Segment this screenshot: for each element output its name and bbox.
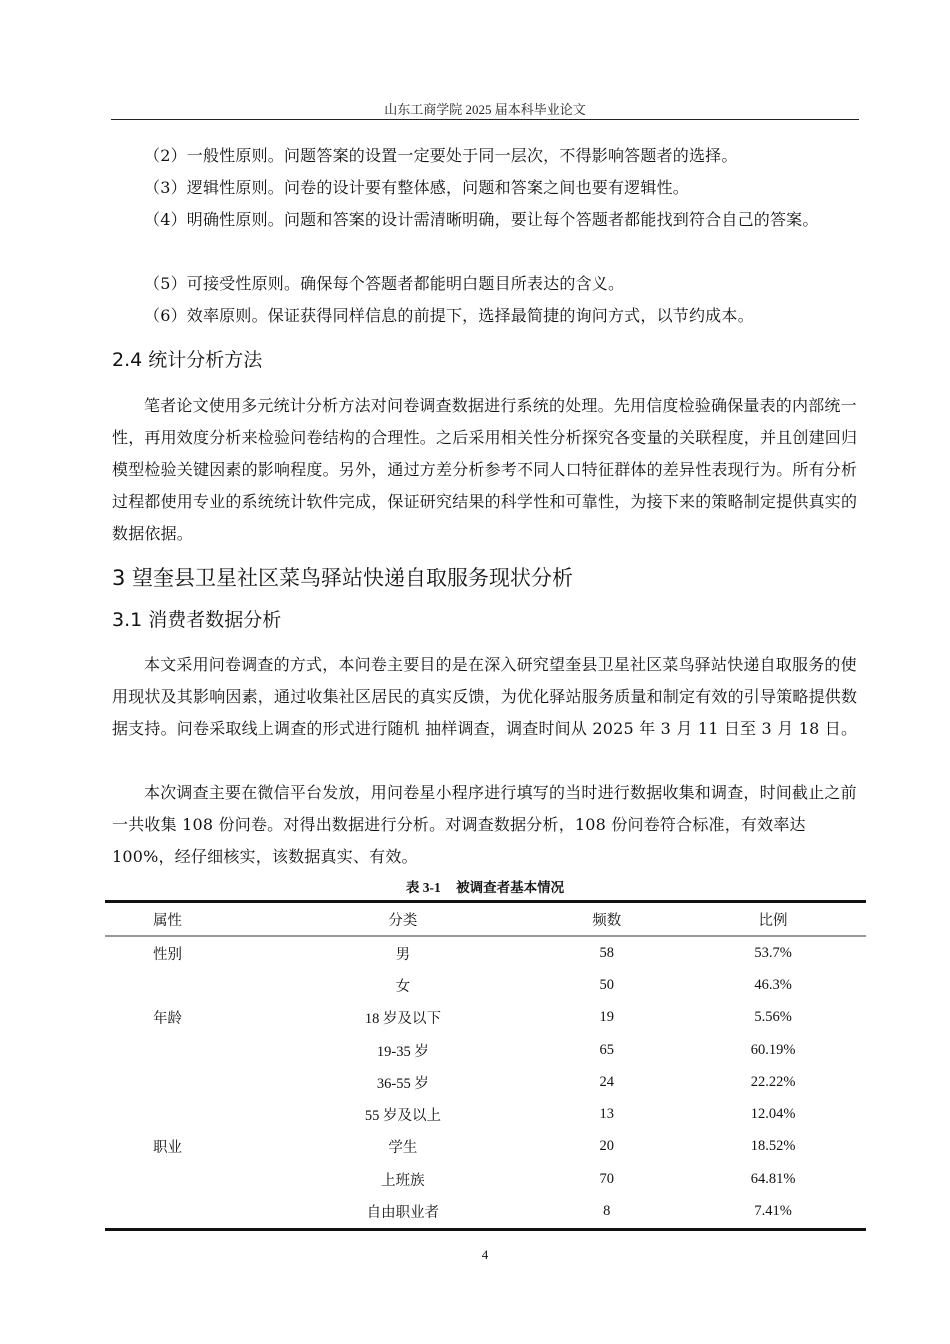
table-row: [105, 1034, 866, 1066]
cell-ratio: 18.52%: [750, 1138, 796, 1155]
cell-frequency: 20: [599, 1138, 614, 1155]
table-row: [105, 1066, 866, 1098]
cell-ratio: 5.56%: [754, 1009, 792, 1026]
cell-category: 女: [395, 978, 411, 995]
cell-ratio: 64.81%: [750, 1170, 796, 1187]
section-2-4-paragraph: 笔者论文使用多元统计分析方法对问卷调查数据进行系统的处理。先用信度检验确保量表的内部统一性，再用效度分析来检验问卷结构的合理性。之后采用相关性分析探究各变量的关联程度，并且创建回归模型检验关键因素的影响程度。另外，通过方差分析参考不同人口特征群体的差异性表现行为。所有分析过程都使用专业的系统统计软件完成，保证研究结果的科学性和可靠性，为接下来的策略制定提供真实的数据依据。: [112, 396, 858, 543]
section-3-1-paragraph-2: 本次调查主要在微信平台发放，用问卷星小程序进行填写的当时进行数据收集和调查，时间截止之前一共收集 108 份问卷。对得出数据进行分析。对调查数据分析，108 份问卷符合标准，有效率达 100%，经仔细核实，该数据真实、有效。: [112, 783, 857, 866]
header-rule: [111, 119, 859, 120]
table-caption-title: 被调查者基本情况: [456, 880, 565, 895]
cell-category: 男: [395, 946, 411, 963]
table-header-row: [105, 902, 866, 937]
table-row: [105, 1002, 866, 1034]
cell-attribute: [105, 1066, 272, 1098]
cell-ratio: 12.04%: [750, 1106, 796, 1123]
cell-attribute: [105, 1034, 272, 1066]
cell-frequency: 24: [599, 1073, 614, 1090]
header-frequency: 频数: [592, 912, 622, 929]
table-row: [105, 1163, 866, 1195]
page-header: 山东工商学院 2025 届本科毕业论文: [384, 102, 586, 117]
cell-frequency: 13: [599, 1106, 614, 1123]
header-ratio: 比例: [758, 912, 788, 929]
cell-attribute: [105, 969, 272, 1001]
header-category: 分类: [388, 912, 418, 929]
cell-frequency: 50: [599, 976, 614, 993]
cell-frequency: 65: [599, 1041, 614, 1058]
principle-4: （4）明确性原则。问题和答案的设计需清晰明确，要让每个答题者都能找到符合自己的答案。: [144, 210, 819, 229]
cell-category: 自由职业者: [366, 1205, 440, 1222]
principle-6: （6）效率原则。保证获得同样信息的前提下，选择最简捷的询问方式，以节约成本。: [144, 306, 754, 325]
header-attribute: 属性: [153, 912, 182, 929]
cell-category: 18 岁及以下: [364, 1011, 441, 1028]
cell-category: 19-35 岁: [376, 1043, 429, 1060]
table-caption-number: 表 3-1: [405, 880, 441, 895]
cell-attribute: [105, 1163, 272, 1195]
cell-frequency: 70: [599, 1170, 614, 1187]
cell-ratio: 53.7%: [754, 944, 792, 961]
section-heading-2-4: 2.4 统计分析方法: [112, 349, 263, 371]
section-heading-3-1: 3.1 消费者数据分析: [112, 609, 282, 631]
cell-frequency: 8: [603, 1203, 611, 1220]
cell-ratio: 60.19%: [750, 1041, 796, 1058]
cell-attribute: 年龄: [153, 1011, 182, 1028]
chapter-heading-3: 3 望奎县卫星社区菜鸟驿站快递自取服务现状分析: [112, 566, 574, 590]
table-row: [105, 969, 866, 1001]
page-number: 4: [481, 1247, 489, 1262]
cell-category: 上班族: [381, 1172, 425, 1189]
cell-attribute: 职业: [153, 1140, 182, 1157]
cell-category: 55 岁及以上: [364, 1108, 441, 1125]
cell-attribute: 性别: [153, 946, 182, 963]
table-row: [105, 1098, 866, 1130]
cell-category: 学生: [388, 1140, 418, 1157]
section-3-1-paragraph-1: 本文采用问卷调查的方式，本问卷主要目的是在深入研究望奎县卫星社区菜鸟驿站快递自取服务的使用现状及其影响因素，通过收集社区居民的真实反馈，为优化驿站服务质量和制定有效的引导策略提供数据支持。问卷采取线上调查的形式进行随机 抽样调查，调查时间从 2025 年 3 月 11 日至 3 月 18 日。: [112, 655, 858, 738]
respondent-table: [105, 900, 866, 1231]
cell-attribute: [105, 1098, 272, 1130]
cell-frequency: 19: [599, 1009, 614, 1026]
cell-ratio: 22.22%: [750, 1073, 796, 1090]
table-row: [105, 1131, 866, 1163]
table-row: [105, 936, 866, 969]
principle-3: （3）逻辑性原则。问卷的设计要有整体感，问题和答案之间也要有逻辑性。: [144, 178, 689, 197]
cell-attribute: [105, 1195, 272, 1229]
principle-5: （5）可接受性原则。确保每个答题者都能明白题目所表达的含义。: [144, 274, 625, 293]
cell-frequency: 58: [599, 944, 614, 961]
cell-category: 36-55 岁: [376, 1075, 429, 1092]
cell-ratio: 7.41%: [754, 1203, 792, 1220]
table-caption: [0, 876, 950, 896]
table-row: [105, 1195, 866, 1229]
principle-2: （2）一般性原则。问题答案的设置一定要处于同一层次，不得影响答题者的选择。: [144, 146, 738, 165]
cell-ratio: 46.3%: [754, 976, 792, 993]
